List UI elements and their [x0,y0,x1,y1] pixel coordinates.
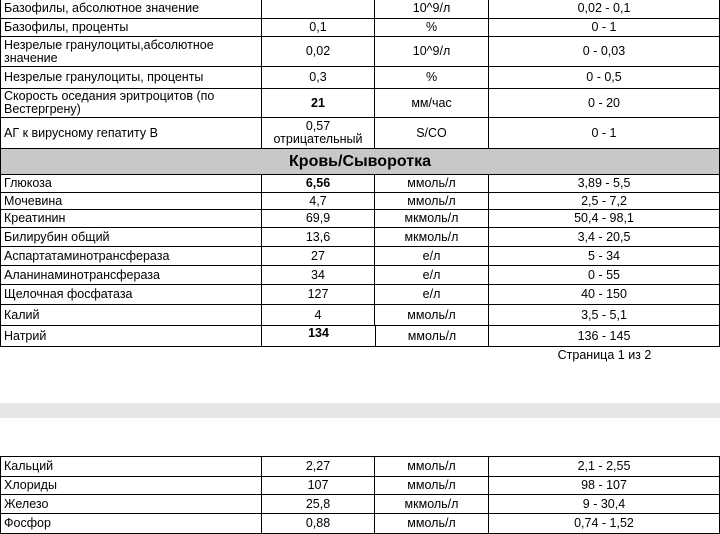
test-ref: 98 - 107 [489,476,720,494]
table-row [0,228,720,247]
table-row [0,118,720,148]
test-value: 0,57 отрицательный [262,118,375,148]
test-ref: 0,74 - 1,52 [489,514,720,533]
test-unit: ммоль/л [375,514,489,533]
test-name: Натрий [0,326,262,346]
section-header: Кровь/Сыворотка [0,148,720,175]
test-value: 107 [262,476,375,494]
test-unit: мм/час [375,89,489,117]
test-name: Калий [0,305,262,325]
table-row [0,476,720,495]
test-ref: 136 - 145 [489,326,720,346]
table-row [0,67,720,89]
test-unit: мкмоль/л [375,495,489,513]
test-ref: 3,4 - 20,5 [489,228,720,246]
test-unit: ммоль/л [375,305,489,325]
test-unit: е/л [375,266,489,284]
test-ref: 50,4 - 98,1 [489,210,720,227]
test-name: Аспартатаминотрансфераза [0,247,262,265]
table-row [0,175,720,193]
test-unit: ммоль/л [375,326,489,346]
test-ref: 0 - 20 [489,89,720,117]
table-row [0,37,720,67]
test-unit: ммоль/л [375,457,489,476]
test-value: 4,7 [262,193,375,209]
table-row [0,18,720,37]
test-unit: 10^9/л [375,37,489,66]
test-value: 6,56 [262,175,375,192]
test-value: 27 [262,247,375,265]
page-number: Страница 1 из 2 [557,348,652,362]
table-row [0,514,720,534]
table-row [0,456,720,477]
test-ref: 0 - 0,03 [489,37,720,66]
test-unit: S/CO [375,118,489,148]
table-row [0,285,720,305]
table-row [0,305,720,326]
test-unit: ммоль/л [375,175,489,192]
test-name: Базофилы, проценты [0,18,262,36]
test-ref: 2,1 - 2,55 [489,457,720,476]
test-ref: 3,5 - 5,1 [489,305,720,325]
test-name: Базофилы, абсолютное значение [0,0,262,18]
test-value: 0,02 [262,37,375,66]
test-unit: 10^9/л [375,0,489,18]
test-unit: мкмоль/л [375,210,489,227]
test-name: Фосфор [0,514,262,533]
test-name: Мочевина [0,193,262,209]
test-name: Глюкоза [0,175,262,192]
test-unit: е/л [375,285,489,304]
test-name: Хлориды [0,476,262,494]
test-value: 134 [308,326,329,340]
test-value [262,0,375,18]
test-unit: ммоль/л [375,476,489,494]
table-row [0,326,720,347]
test-value: 0,1 [262,18,375,36]
test-name: Кальций [0,457,262,476]
test-ref: 0 - 55 [489,266,720,284]
test-name: Незрелые гранулоциты,абсолютное значение [0,37,262,66]
test-ref: 0,02 - 0,1 [489,0,720,18]
test-value: 21 [262,89,375,117]
test-ref: 40 - 150 [489,285,720,304]
test-value: 34 [262,266,375,284]
table-row [0,89,720,118]
test-value: 2,27 [262,457,375,476]
table-row [0,247,720,266]
table-row [0,266,720,285]
test-value: 13,6 [262,228,375,246]
table-row [0,193,720,210]
test-ref: 5 - 34 [489,247,720,265]
test-value: 25,8 [262,495,375,513]
test-value: 0,3 [262,67,375,88]
test-unit: е/л [375,247,489,265]
test-name: Креатинин [0,210,262,227]
test-name: Скорость оседания эритроцитов (по Вестергрену) [0,89,262,117]
test-ref: 2,5 - 7,2 [489,193,720,209]
test-ref: 3,89 - 5,5 [489,175,720,192]
test-name: Незрелые гранулоциты, проценты [0,67,262,88]
test-value: 0,88 [262,514,375,533]
test-name: Аланинаминотрансфераза [0,266,262,284]
page-break [0,403,720,418]
test-name: Билирубин общий [0,228,262,246]
test-ref: 0 - 1 [489,118,720,148]
test-ref: 0 - 1 [489,18,720,36]
table-row [0,210,720,228]
test-value: 69,9 [262,210,375,227]
test-value: 4 [262,305,375,325]
test-ref: 0 - 0,5 [489,67,720,88]
test-name: Щелочная фосфатаза [0,285,262,304]
test-unit: % [375,67,489,88]
test-unit: ммоль/л [375,193,489,209]
test-name: Железо [0,495,262,513]
test-name: АГ к вирусному гепатиту В [0,118,262,148]
table-row [0,495,720,514]
test-unit: % [375,18,489,36]
table-row [0,0,720,19]
test-value: 127 [262,285,375,304]
test-ref: 9 - 30,4 [489,495,720,513]
test-unit: мкмоль/л [375,228,489,246]
